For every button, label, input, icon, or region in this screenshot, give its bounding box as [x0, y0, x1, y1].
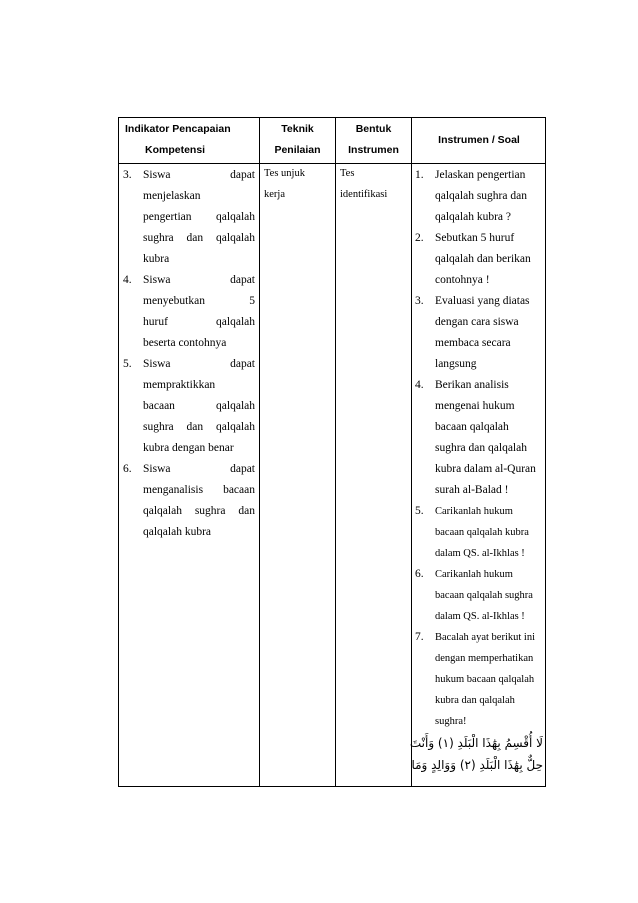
- soal-line: dengan memperhatikan: [435, 653, 534, 664]
- indikator-line: menjelaskan: [143, 190, 201, 202]
- teknik-cell: Tes unjuk kerja: [264, 168, 305, 200]
- indikator-line: bacaan qalqalah: [143, 400, 255, 412]
- soal-line: dalam QS. al-Ikhlas !: [435, 611, 525, 622]
- item-number: 1.: [415, 169, 424, 181]
- soal-line: surah al-Balad !: [435, 484, 509, 496]
- item-number: 3.: [123, 169, 132, 181]
- soal-line: Evaluasi yang diatas: [435, 295, 530, 307]
- header-instrumen-soal: Instrumen / Soal: [438, 134, 520, 146]
- indikator-line: menganalisis bacaan: [143, 484, 255, 496]
- indikator-line: mempraktikkan: [143, 379, 216, 391]
- item-number: 6.: [415, 568, 424, 580]
- soal-line: dalam QS. al-Ikhlas !: [435, 548, 525, 559]
- column-divider: [259, 118, 260, 786]
- soal-line: dengan cara siswa: [435, 316, 519, 328]
- soal-line: sughra!: [435, 716, 467, 727]
- item-number: 5.: [415, 505, 424, 517]
- arabic-verse-line: حِلٌّ بِهَٰذَا الْبَلَدِ (٢) وَوَالِدٍ وَمَا: [411, 758, 543, 772]
- arabic-verse-line: لَا أُقْسِمُ بِهَٰذَا الْبَلَدِ (١) وَأَنْتَ: [409, 736, 543, 750]
- indikator-item: [123, 270, 255, 354]
- soal-line: Carikanlah hukum: [435, 569, 513, 580]
- soal-line: qalqalah dan berikan: [435, 253, 531, 265]
- soal-item: [415, 228, 543, 291]
- indikator-line: qalqalah kubra: [143, 526, 212, 538]
- column-divider: [335, 118, 336, 786]
- indikator-item: [123, 165, 255, 270]
- indikator-line: sughra dan qalqalah: [143, 232, 255, 244]
- indikator-line: Siswa dapat: [143, 274, 255, 286]
- header-bentuk: Bentuk Instrumen: [348, 123, 399, 156]
- soal-item: [415, 627, 543, 732]
- indikator-line: kubra: [143, 253, 170, 265]
- soal-item: [415, 501, 543, 564]
- header-teknik: Teknik Penilaian: [274, 123, 321, 156]
- header-indikator: Indikator Pencapaian Kompetensi: [125, 123, 231, 156]
- indikator-line: Siswa dapat: [143, 358, 255, 370]
- item-number: 3.: [415, 295, 424, 307]
- indikator-line: kubra dengan benar: [143, 442, 234, 454]
- item-number: 6.: [123, 463, 132, 475]
- indikator-item: [123, 459, 255, 543]
- soal-line: Jelaskan pengertian: [435, 169, 526, 181]
- soal-item: [415, 165, 543, 228]
- indikator-line: Siswa dapat: [143, 169, 255, 181]
- soal-line: membaca secara: [435, 337, 511, 349]
- soal-line: Carikanlah hukum: [435, 506, 513, 517]
- indikator-line: menyebutkan 5: [143, 295, 255, 307]
- soal-item: [415, 291, 543, 375]
- item-number: 5.: [123, 358, 132, 370]
- column-divider: [411, 118, 412, 786]
- soal-line: hukum bacaan qalqalah: [435, 674, 535, 685]
- indikator-column: [123, 165, 255, 543]
- soal-item: [415, 564, 543, 627]
- soal-column: [409, 165, 543, 776]
- item-number: 4.: [123, 274, 132, 286]
- assessment-table: [118, 117, 546, 787]
- soal-line: Sebutkan 5 huruf: [435, 232, 515, 244]
- soal-line: sughra dan qalqalah: [435, 442, 527, 454]
- indikator-line: beserta contohnya: [143, 337, 227, 349]
- item-number: 4.: [415, 379, 424, 391]
- soal-line: Berikan analisis: [435, 379, 509, 391]
- soal-line: bacaan qalqalah sughra: [435, 590, 533, 601]
- indikator-line: huruf qalqalah: [143, 316, 255, 328]
- soal-line: bacaan qalqalah kubra: [435, 527, 529, 538]
- indikator-line: pengertian qalqalah: [143, 211, 255, 223]
- item-number: 7.: [415, 631, 424, 643]
- soal-item: [415, 375, 543, 501]
- soal-line: kubra dan qalqalah: [435, 695, 515, 706]
- soal-line: bacaan qalqalah: [435, 421, 509, 433]
- soal-line: langsung: [435, 358, 477, 370]
- indikator-line: Siswa dapat: [143, 463, 255, 475]
- soal-line: mengenai hukum: [435, 400, 515, 412]
- soal-line: kubra dalam al-Quran: [435, 463, 536, 475]
- header-divider: [119, 163, 545, 164]
- indikator-item: [123, 354, 255, 459]
- bentuk-cell: Tes identifikasi: [340, 168, 388, 200]
- item-number: 2.: [415, 232, 424, 244]
- soal-line: Bacalah ayat berikut ini: [435, 632, 536, 643]
- indikator-line: sughra dan qalqalah: [143, 421, 255, 433]
- soal-line: qalqalah kubra ?: [435, 211, 511, 223]
- soal-line: qalqalah sughra dan: [435, 190, 527, 202]
- indikator-line: qalqalah sughra dan: [143, 505, 255, 517]
- soal-line: contohnya !: [435, 274, 490, 286]
